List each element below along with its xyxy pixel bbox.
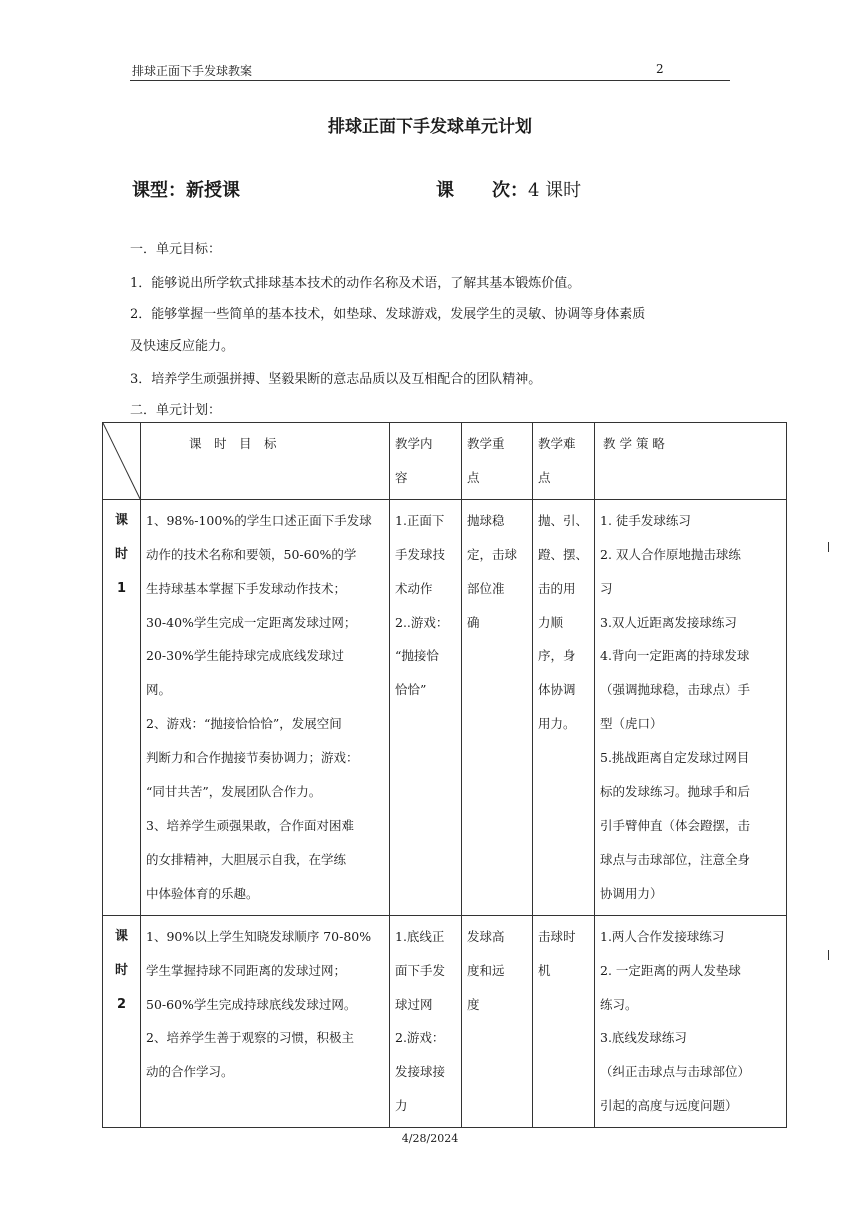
strategy-line: 3.底线发球练习 — [600, 1030, 687, 1046]
footer-date: 4/28/2024 — [401, 1132, 459, 1145]
strategy-line: 1. 徒手发球练习 — [600, 512, 691, 528]
goal-line: “同甘共苦”，发展团队合作力。 — [146, 784, 322, 800]
key-point-cell — [462, 499, 533, 915]
strategy-line: 练习。 — [600, 996, 638, 1012]
goal-line: 动作的技术名称和要领，50-60%的学 — [146, 546, 357, 562]
lesson-count — [436, 176, 581, 202]
header-title: 排球正面下手发球教案 — [132, 64, 253, 78]
key-point-line: 定，击球 — [467, 546, 518, 562]
lesson-label-cell — [103, 499, 141, 915]
difficulty-line: 击球时 — [538, 928, 576, 944]
lesson-label-line: 2 — [116, 996, 127, 1012]
lesson-type-label: 课型： — [132, 180, 186, 201]
content-line: 1.底线正 — [395, 928, 445, 944]
lesson-label-line: 课 — [114, 928, 128, 944]
content-cell — [390, 915, 462, 1127]
content-line: 面下手发 — [395, 962, 446, 978]
goal-line: 50-60%学生完成持球底线发球过网。 — [146, 996, 357, 1012]
lesson-count-value: 4 课时 — [528, 180, 582, 201]
difficulty-line: 体协调 — [538, 682, 576, 698]
difficulty-cell — [533, 915, 595, 1127]
strategy-line: 习 — [600, 580, 613, 596]
goal-line: 网。 — [146, 682, 172, 698]
strategy-line: 型（虎口） — [600, 716, 663, 732]
content-line: 恰恰” — [395, 682, 427, 698]
goal-item: 及快速反应能力。 — [130, 339, 235, 354]
key-point-line: 度和远 — [467, 962, 505, 978]
goal-item: 2．能够掌握一些简单的基本技术，如垫球、发球游戏，发展学生的灵敏、协调等身体素质 — [130, 307, 646, 322]
key-point-line: 抛球稳 — [467, 512, 505, 528]
strategy-line: 5.挑战距离自定发球过网目 — [600, 750, 750, 766]
goal-line: 3、培养学生顽强果敢，合作面对困难 — [146, 817, 354, 833]
goal-line: 2、培养学生善于观察的习惯，积极主 — [146, 1030, 354, 1046]
content-cell — [390, 499, 462, 915]
lesson-count-label-2: 次： — [492, 180, 528, 201]
strategy-line: 3.双人近距离发接球练习 — [600, 614, 737, 630]
difficulty-line: 力顺 — [538, 614, 564, 630]
strategy-line: （强调抛球稳，击球点）手 — [600, 682, 751, 698]
content-line: 2.游戏： — [395, 1030, 445, 1046]
goal-line: 20-30%学生能持球完成底线发球过 — [146, 648, 344, 664]
margin-mark — [828, 950, 829, 960]
lesson-label-cell — [103, 915, 141, 1127]
content-line: 2..游戏： — [395, 614, 449, 630]
goal-item: 1．能够说出所学软式排球基本技术的动作名称及术语，了解其基本锻炼价值。 — [130, 276, 581, 291]
lesson-type — [132, 176, 240, 202]
difficulty-line: 序，身 — [538, 648, 576, 664]
content-line: 发接球接 — [395, 1064, 446, 1080]
goal-cell — [141, 499, 390, 915]
lesson-label-line: 时 — [114, 546, 128, 562]
goal-line: 学生掌握持球不同距离的发球过网； — [146, 962, 347, 978]
content-line: 球过网 — [395, 996, 433, 1012]
difficulty-cell — [533, 499, 595, 915]
plan-heading: 二．单元计划： — [130, 403, 222, 418]
document-title: 排球正面下手发球单元计划 — [328, 117, 532, 137]
content-line: 术动作 — [395, 580, 433, 596]
diagonal-header-cell — [103, 423, 141, 500]
difficulty-line: 抛、引、 — [538, 512, 589, 528]
goal-line: 30-40%学生完成一定距离发球过网； — [146, 614, 357, 630]
key-point-cell — [462, 915, 533, 1127]
strategy-line: （纠正击球点与击球部位） — [600, 1064, 751, 1080]
goal-item: 3．培养学生顽强拼搏、坚毅果断的意志品质以及互相配合的团队精神。 — [130, 372, 542, 387]
goal-line: 判断力和合作抛接节奏协调力；游戏： — [146, 750, 359, 766]
header-difficulty: 教学难 点 — [533, 423, 595, 500]
key-point-line: 发球高 — [467, 928, 505, 944]
header-goal: 课 时 目 标 — [141, 423, 390, 500]
strategy-line: 球点与击球部位，注意全身 — [600, 851, 751, 867]
difficulty-line: 蹬、摆、 — [538, 546, 589, 562]
lesson-type-value: 新授课 — [186, 180, 240, 201]
strategy-cell — [595, 915, 787, 1127]
difficulty-line: 机 — [538, 962, 551, 978]
content-line: “抛接恰 — [395, 648, 439, 664]
difficulty-line: 用力。 — [538, 716, 576, 732]
strategy-line: 标的发球练习。抛球手和后 — [600, 784, 751, 800]
table-row — [103, 499, 787, 915]
strategy-line: 4.背向一定距离的持球发球 — [600, 648, 750, 664]
strategy-line: 引手臂伸直（体会蹬摆，击 — [600, 817, 751, 833]
strategy-line: 引起的高度与远度问题） — [600, 1098, 738, 1114]
strategy-line: 2. 双人合作原地抛击球练 — [600, 546, 741, 562]
lesson-label-line: 课 — [114, 512, 128, 528]
table-row — [103, 915, 787, 1127]
lesson-label-line: 1 — [116, 580, 127, 596]
content-line: 手发球技 — [395, 546, 446, 562]
page-number: 2 — [656, 62, 664, 76]
goal-line: 动的合作学习。 — [146, 1064, 234, 1080]
header-strategy: 教 学 策 略 — [595, 423, 787, 500]
margin-mark — [828, 542, 829, 552]
unit-plan-table — [102, 422, 787, 1128]
strategy-line: 1.两人合作发接球练习 — [600, 928, 725, 944]
table-header-row — [103, 423, 787, 500]
lesson-count-label-1: 课 — [436, 180, 454, 201]
goal-line: 的女排精神，大胆展示自我，在学练 — [146, 851, 347, 867]
goal-line: 1、98%-100%的学生口述正面下手发球 — [146, 512, 372, 528]
goal-cell — [141, 915, 390, 1127]
lesson-label-line: 时 — [114, 962, 128, 978]
content-line: 力 — [395, 1098, 408, 1114]
key-point-line: 部位准 — [467, 580, 505, 596]
goal-line: 生持球基本掌握下手发球动作技术； — [146, 580, 347, 596]
strategy-line: 协调用力） — [600, 885, 663, 901]
header-content: 教学内 容 — [390, 423, 462, 500]
key-point-line: 度 — [467, 996, 480, 1012]
content-line: 1.正面下 — [395, 512, 445, 528]
goal-line: 2、游戏：“抛接恰恰恰”，发展空间 — [146, 716, 342, 732]
page-header — [130, 62, 730, 81]
goals-heading: 一．单元目标： — [130, 242, 222, 257]
difficulty-line: 击的用 — [538, 580, 576, 596]
key-point-line: 确 — [467, 614, 480, 630]
header-key: 教学重 点 — [462, 423, 533, 500]
strategy-cell — [595, 499, 787, 915]
goal-line: 中体验体育的乐趣。 — [146, 885, 259, 901]
goal-line: 1、90%以上学生知晓发球顺序 70-80% — [146, 928, 372, 944]
strategy-line: 2. 一定距离的两人发垫球 — [600, 962, 741, 978]
